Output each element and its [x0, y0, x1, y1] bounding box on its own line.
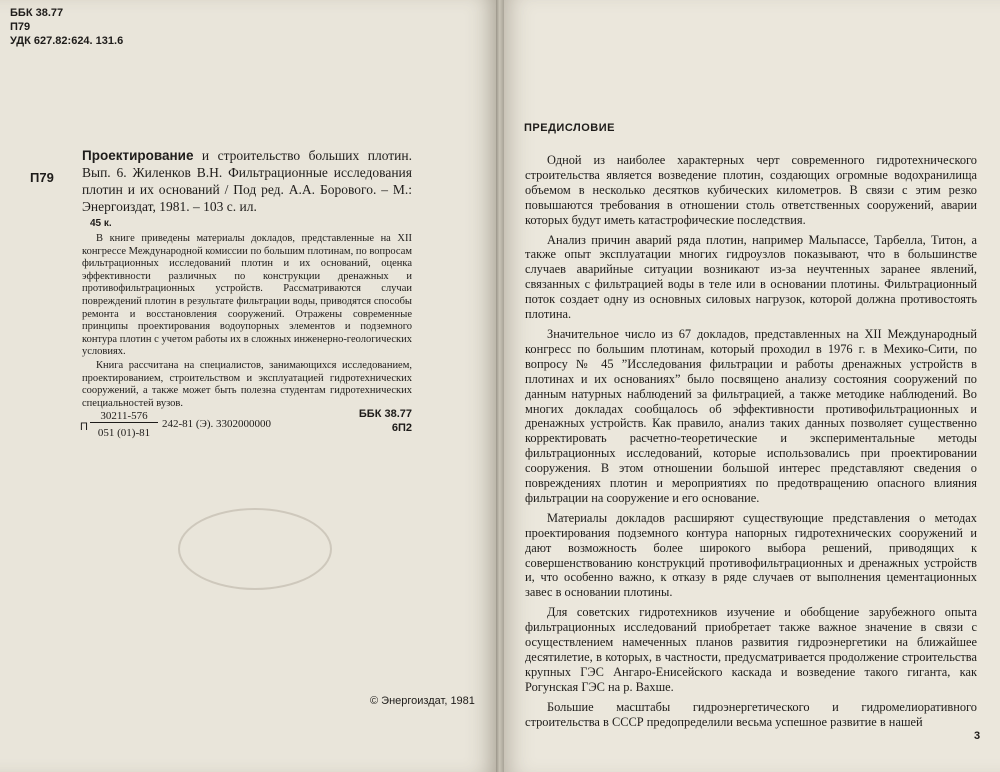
bibliographic-header — [10, 6, 123, 48]
code-prefix: П — [80, 421, 88, 433]
preface-paragraph: Значительное число из 67 докладов, представленных на XII Международный конгресс по большим плотинам, который проходил в 1976 г. в Мехико-Сити, по вопросу № 45 ”Исследования фильтрации и работы дренажных устройств в плотинах и их основаниях” было посвящено анализу состояния сооружений по данным натурных наблюдений за фильтрацией, а также методике наблюдений. Во многих докладах сообщалось об эффективности противофильтрационных и дренажных устройств. Как правило, анализ таких данных позволяет существенно корректировать расчетно-теоретические и экспериментальные методы фильтрационных исследований, которые использовались при проектировании сооружения. В этом отношении большой интерес представляют сведения о повреждениях плотин и мероприятиях по предотвращению опасного влияния фильтрации на сооружение и его основание. — [525, 326, 977, 505]
preface-paragraph: Одной из наиболее характерных черт современного гидротехнического строительства является возведение плотин, создающих огромные водохранилища объемом в несколько десятков кубических километров. В связи с этим резко повышаются требования в отношении столь ответственных сооружений, аварии которых будут иметь катастрофические последствия. — [525, 153, 977, 227]
publication-code-row — [80, 410, 412, 450]
title-bold: Проектирование — [82, 148, 194, 163]
catalog-card-code: П79 — [30, 170, 54, 185]
right-page — [504, 0, 1000, 772]
title-rest: и строительство больших плотин. Вып. 6. Жиленков В.Н. Фильтрационные исследования плотин и их оснований / Под ред. А.А. Борового. – М.: Энергоиздат, 1981. – 103 с. ил. — [82, 148, 412, 214]
header-line: П79 — [10, 21, 31, 33]
annotation-paragraph: В книге приведены материалы докладов, представленные на XII конгрессе Международной комиссии по большим плотинам, по вопросам фильтрационных исследований плотин и их оснований, оценка эффективности различных по конструкции дренажных и противофильтрационных устройств. Рассматриваются случаи повреждений плотин в результате фильтрации воды, приводятся способы ремонта и восстановления сооружений. Отражены современные принципы проектирования водоупорных элементов и подземного контура плотин с учетом работы их в сложных инженерно-геологических условиях. — [82, 233, 412, 358]
header-line: УДК 627.82:624. 131.6 — [10, 35, 124, 47]
annotation-paragraph: Книга рассчитана на специалистов, занимающихся исследованием, проектированием, строительством и эксплуатацией гидротехнических сооружений, а также может быть полезна студентам гидротехнических специальностей вузов. — [82, 359, 412, 409]
copyright: © Энергоиздат, 1981 — [370, 695, 475, 707]
left-page — [0, 0, 496, 772]
code-rest: 242-81 (Э). 3302000000 — [162, 418, 272, 430]
book-gutter — [496, 0, 504, 772]
header-line: ББК 38.77 — [10, 7, 64, 19]
bbk-bottom-sub: 6П2 — [391, 422, 412, 434]
catalog-card-title — [82, 147, 412, 215]
annotation — [82, 233, 412, 410]
code-numerator: 30211-576 — [90, 410, 158, 423]
code-denominator: 051 (01)-81 — [97, 427, 151, 439]
preface-body — [525, 153, 977, 735]
preface-paragraph: Большие масштабы гидроэнергетического и гидромелиоративного строительства в СССР предопределили весьма успешное развитие в нашей — [525, 699, 977, 729]
section-title: ПРЕДИСЛОВИЕ — [524, 122, 615, 134]
price: 45 к. — [90, 218, 112, 229]
library-stamp-icon — [178, 508, 332, 590]
preface-paragraph: Материалы докладов расширяют существующие представления о методах проектирования подземного контура напорных гидротехнических сооружений и дают возможность более широкого выбора решений, приводящих к совершенствованию конструкций противофильтрационных и дренажных устройств и, что особенно важно, к отказу в ряде случаев от выполнения цементационных завес в основании плотины. — [525, 510, 977, 600]
preface-paragraph: Для советских гидротехников изучение и обобщение зарубежного опыта фильтрационных исследований приобретает также важное значение в связи с осуществлением намеченных планов развития гидроэнергетики на ближайшее десятилетие, в которых, в частности, предусматривается продолжение строительства крупных ГЭС Ангаро-Енисейского каскада и возведение такого гиганта, как Рогунская ГЭС на р. Вахше. — [525, 605, 977, 694]
bbk-bottom: ББК 38.77 — [358, 408, 412, 420]
page-number: 3 — [974, 730, 981, 742]
preface-paragraph: Анализ причин аварий ряда плотин, например Мальпассе, Тарбелла, Титон, а также опыт эксплуатации многих гидроузлов показывают, что в большинстве случаев аварийные ситуации возникают из-за неучтенных заранее явлений, связанных с фильтрацией воды в теле или в основании плотины. Фильтрационный поток создает одну из основных силовых нагрузок, которой должна противостоять плотина. — [525, 232, 977, 322]
